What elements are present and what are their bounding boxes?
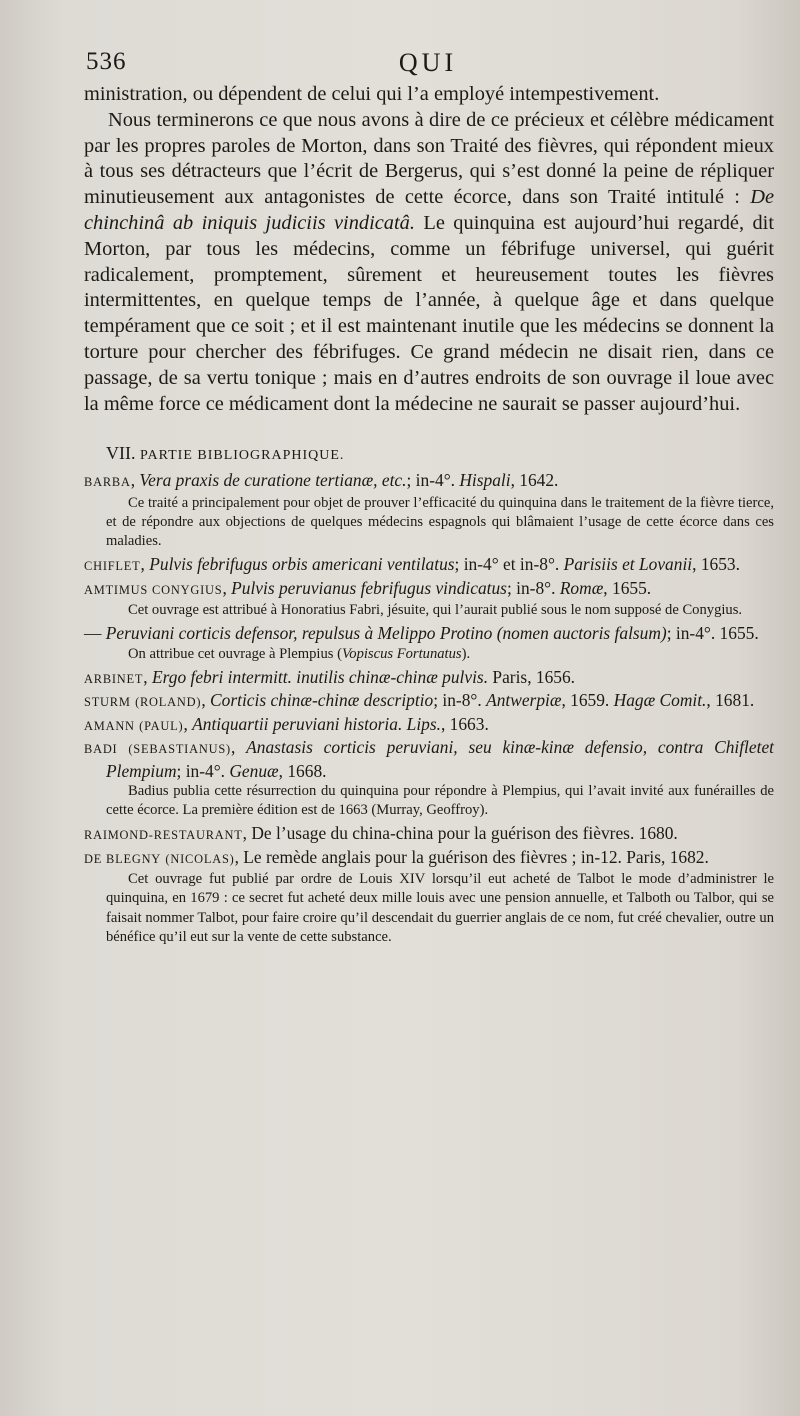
page-body [84, 82, 774, 950]
bib-title: Anastasis corticis peruviani, seu kinæ-kinæ defensio, contra Chifletet Plempium [106, 737, 774, 781]
bib-firstname: (NICOLAS) [165, 851, 235, 866]
bib-firstname: (SEBASTIANUS) [128, 742, 231, 757]
page-number: 536 [86, 48, 127, 75]
running-head: QUI [398, 48, 458, 77]
bib-title: Peruviani corticis defensor, repulsus à Melippo Protino [105, 623, 493, 644]
bib-title: Pulvis peruvianus febrifugus vindicatus [231, 577, 507, 598]
bib-author: AMANN [84, 718, 135, 733]
bib-entry-badi: BADI (SEBASTIANUS), Anastasis corticis peruviani, seu kinæ-kinæ defensio, contra Chifletet Plempium; in-4°. Genuæ, 1668. [84, 737, 774, 781]
bib-year: , 1663. [440, 713, 489, 734]
bib-note-badi: Badius publia cette résurrection du quinquina pour répondre à Plempius, qui l’avait invité aux funérailles de cette écorce. La première édition est de 1663 (Murray, Geoffroy). [106, 783, 774, 819]
bib-note-conygius: Cet ouvrage est attribué à Honoratius Fabri, jésuite, qui l’aurait publié sous le nom supposé de Conygius. [128, 602, 743, 619]
section-title: PARTIE BIBLIOGRAPHIQUE. [140, 448, 345, 464]
bib-entry-conygius: AMTIMUS CONYGIUS, Pulvis peruvianus febrifugus vindicatus; in-8°. Romæ, 1655. [84, 577, 652, 598]
paragraph-morton [84, 108, 774, 418]
bib-entry-chiflet: CHIFLET, Pulvis febrifugus orbis americani ventilatus; in-4° et in-8°. Parisiis et Lovanii, 1653. [84, 554, 740, 575]
bib-title: Antiquartii peruviani historia. Lips. [192, 713, 441, 734]
book-title-de-chinchina: De chinchinâ ab iniquis judiciis vindicatâ. [84, 186, 774, 234]
paragraph-continued: ministration, ou dépendent de celui qui l’a employé intempestivement. [84, 83, 660, 105]
bib-title: Pulvis febrifugus orbis americani ventilatus [149, 554, 455, 575]
bib-note-blegny: Cet ouvrage fut publié par ordre de Louis XIV lorsqu’il eut acheté de Talbot le mode d’administrer le quinquina, en 1679 : ce secret fut acheté deux mille louis avec une pension annuelle, et Talboth ou Talbor, qui se faisait nommer Talbot, pour faire croire qu’il descendait du guerrier anglais de ce nom, fut créé chevalier, outre un bénéfice qu’il eut sur la vente de cette substance. [106, 871, 774, 945]
bib-year: , 1655. [603, 577, 652, 598]
bib-firstname: (PAUL) [139, 718, 184, 733]
bib-author: RAIMOND-RESTAURANT [84, 828, 243, 843]
bib-place: Genuæ [229, 760, 279, 781]
bib-author: AMTIMUS CONYGIUS [84, 582, 223, 597]
section-heading [106, 443, 774, 464]
bib-place: Hagæ Comit. [613, 690, 707, 711]
paragraph-morton-intro: Nous terminerons ce que nous avons à dire de ce précieux et célèbre médicament par les propres paroles de Morton, dans son Traité des fièvres, qui répondent mieux à tous ses détracteurs que l’écrit de Bergerus, qui s’est donné la peine de répliquer minutieusement aux antagonistes de cette écorce, dans son Traité intitulé : [84, 108, 774, 209]
bib-firstname: (ROLAND) [135, 695, 202, 710]
bib-title: Vera praxis de curatione tertianæ, etc. [139, 470, 407, 491]
bib-note-defensor: On attribue cet ouvrage à Plempius (Vopiscus Fortunatus). [128, 645, 471, 662]
bib-author: CHIFLET [84, 559, 141, 574]
bib-place: Hispali [459, 470, 511, 491]
bib-year: , 1668. [278, 760, 327, 781]
bib-author: BARBA [84, 475, 131, 490]
bib-entry-arbinet: ARBINET, Ergo febri intermitt. inutilis chinæ-chinæ pulvis. Paris, 1656. [84, 667, 576, 687]
bib-title: Corticis chinæ-chinæ descriptio [210, 690, 434, 711]
bib-entry-blegny: DE BLEGNY (NICOLAS), Le remède anglais pour la guérison des fièvres ; in-12. Paris, 1682. [84, 846, 709, 867]
page-header [86, 46, 770, 82]
bib-paren-note: (nomen auctoris falsum) [496, 623, 667, 644]
bib-entry-amann: AMANN (PAUL), Antiquartii peruviani historia. Lips., 1663. [84, 713, 489, 734]
bib-place: Antwerpiæ [486, 690, 562, 711]
bib-author: DE BLEGNY [84, 851, 162, 866]
bib-dash: — [84, 623, 102, 644]
paragraph-morton-quote: Le quinquina est aujourd’hui regardé, dit Morton, par tous les médecins, comme un fébrifuge universel, qui guérit radicalement, promptement, sûrement et heureusement toutes les fièvres intermittentes, en quelque temps de l’année, à quelque âge et dans quelque tempérament que ce soit ; et il est maintenant inutile que les médecins se donnent la torture pour chercher des fébrifuges. Ce grand médecin ne disait rien, dans ce passage, de sa vertu tonique ; mais en d’autres endroits de son ouvrage il loue avec la même force ce médicament dont la médecine ne saurait se passer aujourd’hui. [84, 211, 775, 415]
bibliography [84, 470, 774, 947]
bib-title: Ergo febri intermitt. inutilis chinæ-chinæ pulvis. [152, 667, 489, 687]
bib-author: ARBINET [84, 672, 144, 686]
bib-place: Parisiis et Lovanii [563, 554, 693, 575]
bib-author: BADI [84, 742, 118, 757]
bib-note-barba: Ce traité a principalement pour objet de prouver l’efficacité du quinquina dans le traitement de la fièvre tierce, et de répondre aux objections de quelques médecins espagnols qui blâmaient l’usage de cette écorce dans ces maladies. [106, 494, 774, 550]
bib-entry-defensor: — Peruviani corticis defensor, repulsus à Melippo Protino (nomen auctoris falsum); in-4°. 1655. [84, 623, 759, 644]
main-text [84, 82, 774, 417]
bib-year: , 1642. [510, 470, 559, 491]
bib-entry-barba: BARBA, Vera praxis de curatione tertianæ, etc.; in-4°. Hispali, 1642. [84, 470, 559, 491]
bib-entry-sturm: STURM (ROLAND), Corticis chinæ-chinæ descriptio; in-8°. Antwerpiæ, 1659. Hagæ Comit., 1681. [84, 690, 755, 711]
bib-place: Romæ [559, 577, 604, 598]
bib-author: STURM [84, 695, 131, 710]
bib-year: , 1653. [692, 554, 740, 575]
bib-entry-raimond: RAIMOND-RESTAURANT, De l’usage du china-china pour la guérison des fièvres. 1680. [84, 823, 678, 844]
bib-pseudonym: Vopiscus Fortunatus [341, 645, 462, 662]
section-number: VII. [106, 443, 136, 464]
